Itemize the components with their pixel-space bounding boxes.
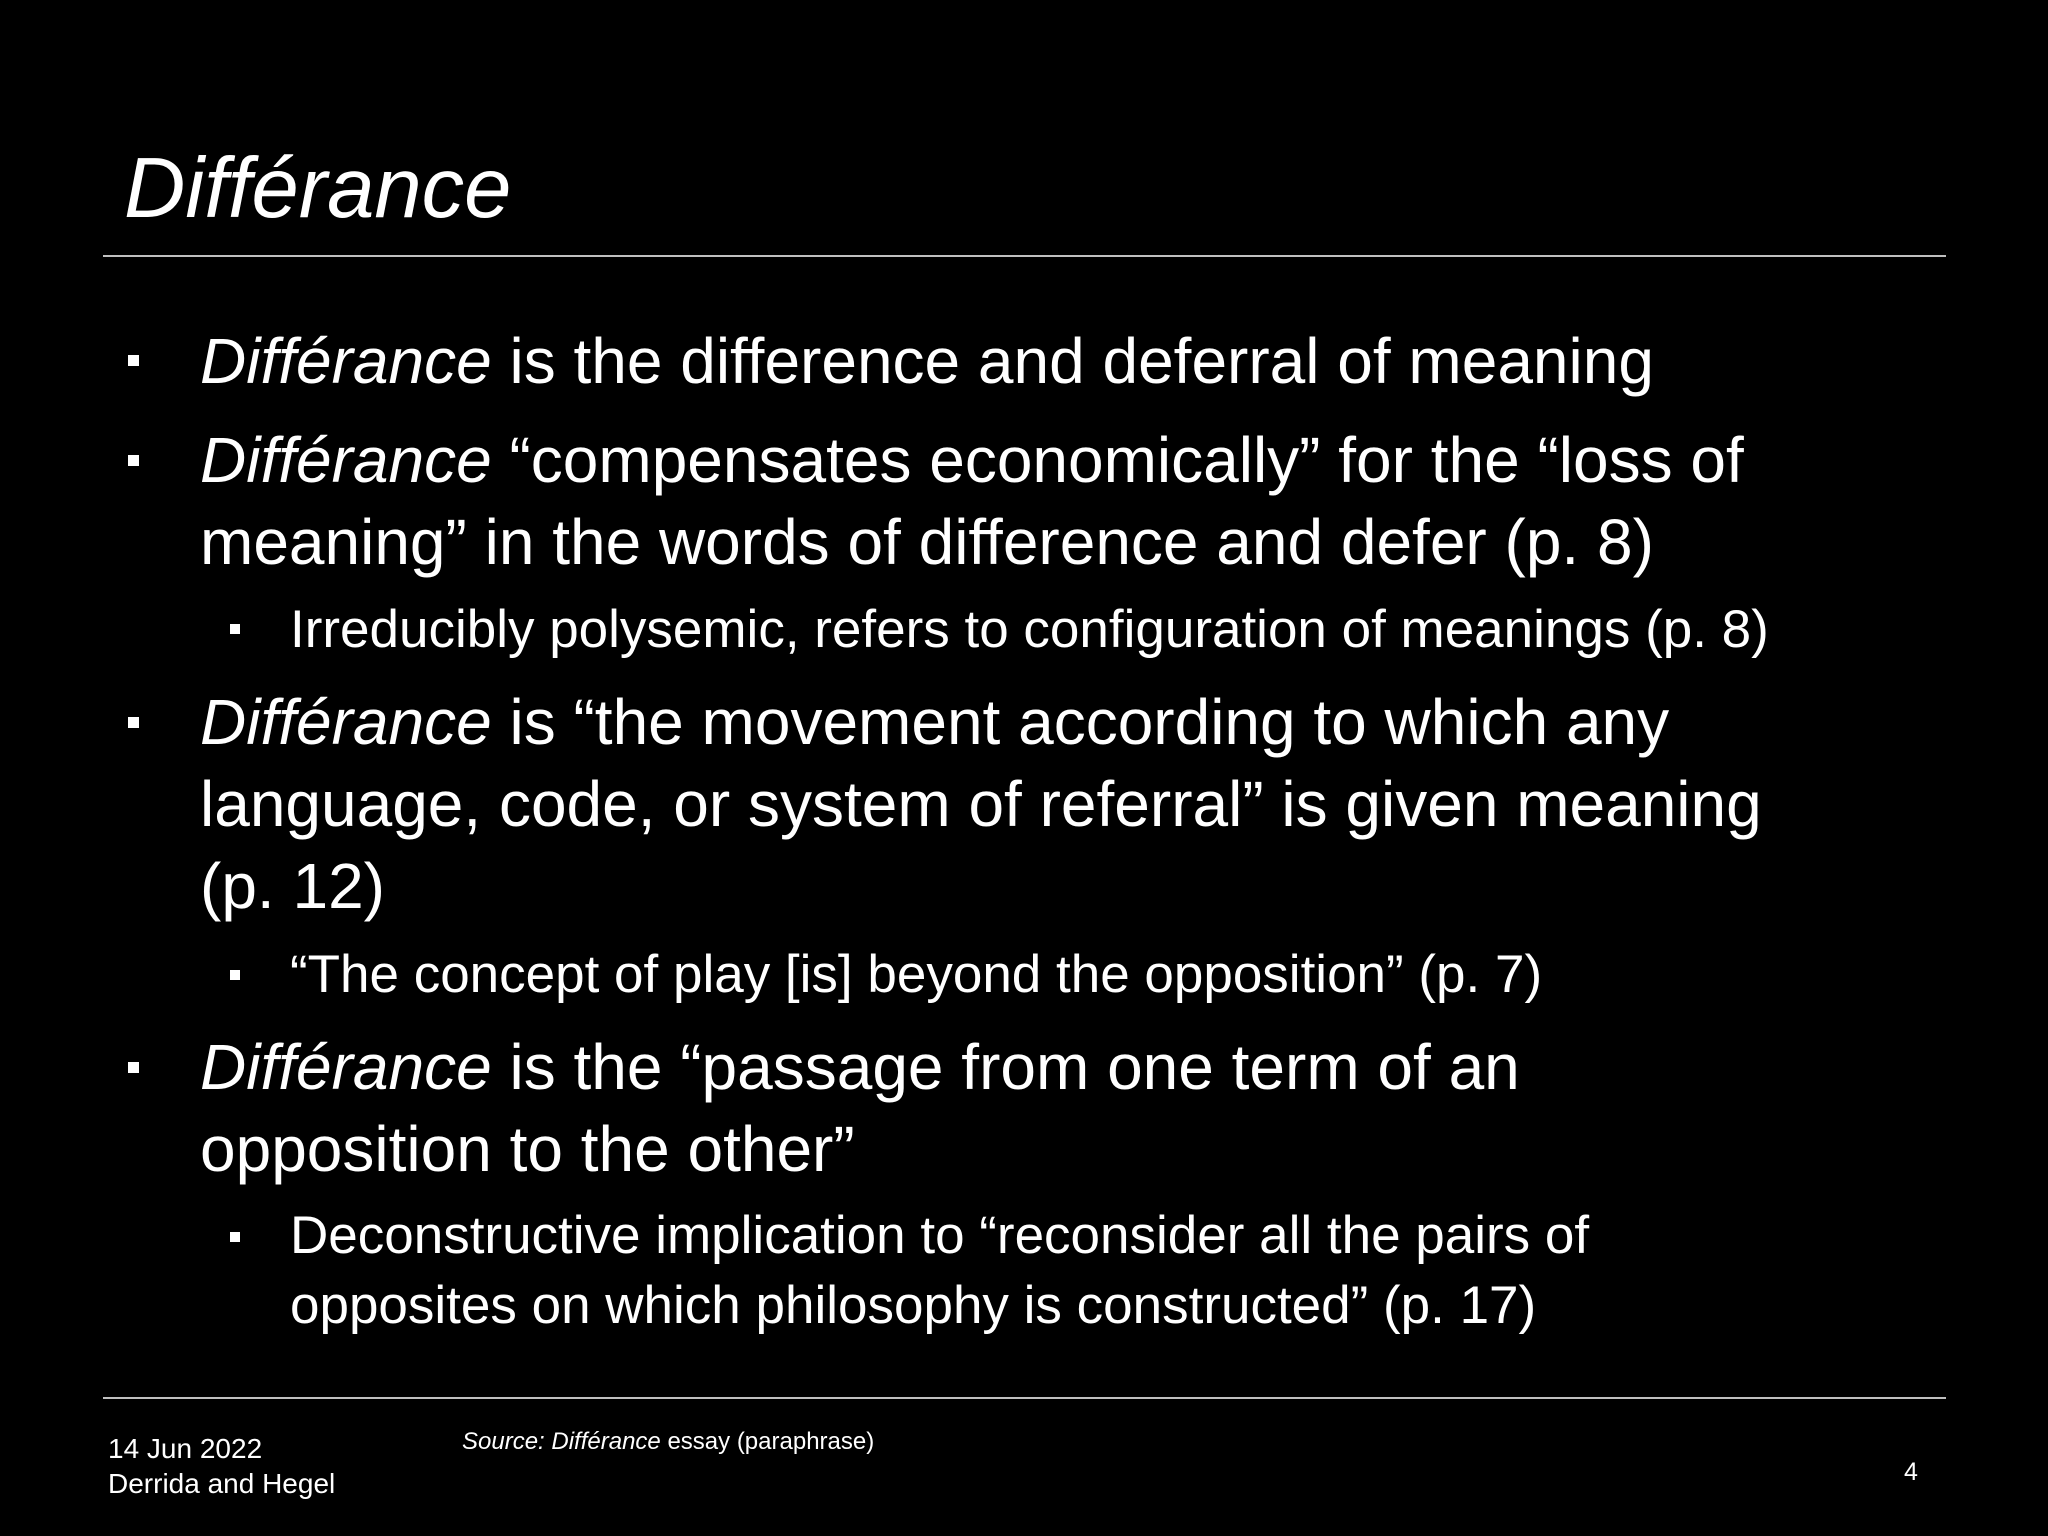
title-divider — [103, 255, 1946, 257]
footer-date: 14 Jun 2022 — [108, 1433, 263, 1464]
bullet-2-text-line-1: “compensates economically” for the “loss of — [491, 424, 1744, 496]
bullet-4-text-line-1: is the “passage from one term of an — [491, 1031, 1520, 1103]
footer-source — [462, 1427, 874, 1457]
bullet-marker-1 — [128, 355, 139, 366]
page-number: 4 — [1904, 1458, 1918, 1486]
bullet-4 — [200, 1026, 1920, 1190]
bullet-3-term: Différance — [200, 686, 492, 758]
slide-title: Différance — [124, 141, 512, 236]
bullet-1-term: Différance — [200, 325, 492, 397]
bullet-3-text-line-1: is “the movement according to which any — [491, 686, 1670, 758]
sub-bullet-3-line-2: opposites on which philosophy is constructed” (p. 17) — [290, 1276, 1537, 1335]
bullet-4-term: Différance — [200, 1031, 492, 1103]
bullet-3-text-line-2: language, code, or system of referral” is given meaning — [200, 768, 1762, 840]
bullet-4-text-line-2: opposition to the other” — [200, 1113, 855, 1185]
bullet-1-text: is the difference and deferral of meaning — [491, 325, 1654, 397]
bullet-1 — [200, 320, 1920, 402]
bullet-2-text-line-2: meaning” in the words of difference and defer (p. 8) — [200, 506, 1654, 578]
footer-deck-title: Derrida and Hegel — [108, 1468, 336, 1499]
bullet-2 — [200, 419, 1920, 583]
source-label: Source: — [462, 1428, 552, 1455]
bullet-3-text-line-3: (p. 12) — [200, 850, 385, 922]
sub-bullet-2: “The concept of play [is] beyond the opposition” (p. 7) — [290, 945, 1543, 1004]
source-term: Différance — [551, 1428, 661, 1455]
sub-bullet-marker-3 — [230, 1232, 240, 1242]
footer-divider — [103, 1397, 1946, 1399]
sub-bullet-3-line-1: Deconstructive implication to “reconsider all the pairs of — [290, 1206, 1590, 1265]
sub-bullet-marker-1 — [230, 624, 240, 634]
sub-bullet-1: Irreducibly polysemic, refers to configuration of meanings (p. 8) — [290, 600, 1769, 659]
bullet-marker-3 — [128, 717, 139, 728]
source-rest: essay (paraphrase) — [660, 1428, 875, 1455]
bullet-marker-2 — [128, 455, 139, 466]
sub-bullet-marker-2 — [230, 970, 240, 980]
bullet-marker-4 — [128, 1062, 139, 1073]
bullet-2-term: Différance — [200, 424, 492, 496]
sub-bullet-3 — [290, 1201, 1930, 1341]
bullet-3 — [200, 681, 1920, 927]
